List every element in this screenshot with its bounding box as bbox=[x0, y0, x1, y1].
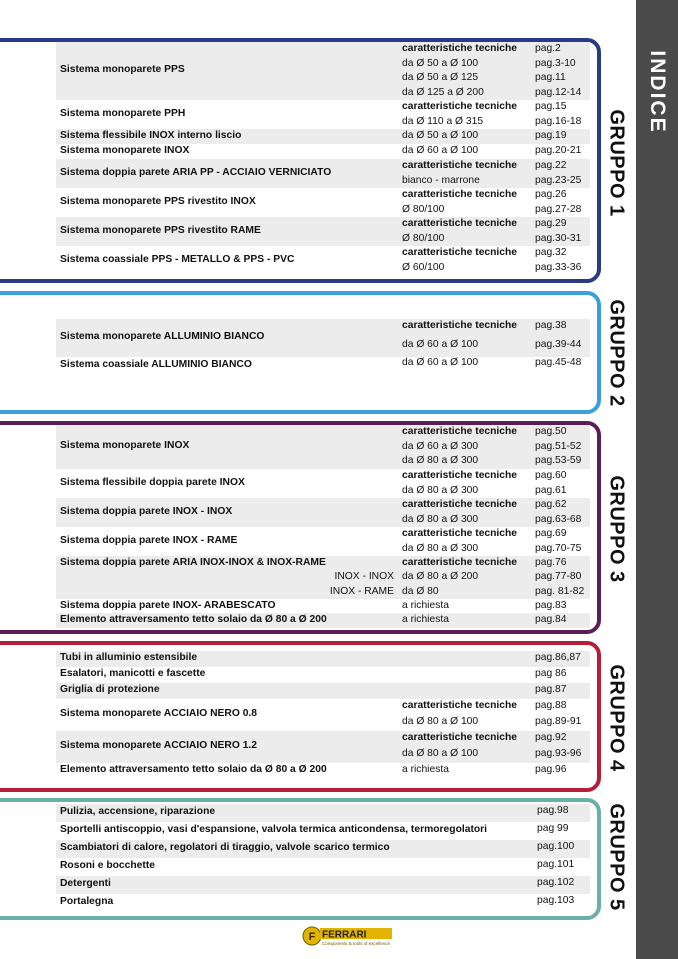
entry-page: pag.11 bbox=[535, 72, 566, 83]
entry-spec: caratteristiche tecniche bbox=[402, 499, 518, 510]
group-label-3: GRUPPO 3 bbox=[605, 475, 628, 583]
entry-spec: caratteristiche tecniche bbox=[402, 528, 518, 539]
entry-page: pag.102 bbox=[537, 877, 575, 888]
entry-spec: da Ø 60 a Ø 100 bbox=[402, 145, 479, 157]
svg-text:F: F bbox=[308, 931, 316, 943]
entry-page: pag.27-28 bbox=[535, 203, 582, 215]
entry-page: pag.29 bbox=[535, 218, 567, 229]
entry-page: pag.83 bbox=[535, 600, 567, 612]
entry-page: pag. 81-82 bbox=[535, 585, 585, 597]
entry-name: Sistema monoparete PPS rivestito INOX bbox=[60, 195, 256, 207]
entry-name: Sistema monoparete PPS bbox=[60, 64, 185, 75]
entry-page: pag.51-52 bbox=[535, 440, 582, 452]
entry-spec: da Ø 80 a Ø 300 bbox=[402, 513, 479, 525]
entry-page: pag.61 bbox=[535, 484, 567, 496]
table-row bbox=[56, 804, 590, 822]
sidebar bbox=[636, 0, 678, 959]
table-row bbox=[56, 699, 590, 731]
entry-page: pag.50 bbox=[535, 426, 567, 438]
entry-name: Sistema monoparete ACCIAIO NERO 1.2 bbox=[60, 740, 258, 751]
table-row bbox=[56, 246, 590, 275]
entry-page: pag.20-21 bbox=[535, 145, 582, 157]
entry-spec: Ø 80/100 bbox=[402, 203, 445, 215]
entry-spec: da Ø 50 a Ø 100 bbox=[402, 57, 479, 69]
entry-spec: caratteristiche tecniche bbox=[402, 43, 518, 54]
table-row bbox=[56, 217, 590, 246]
entry-spec: da Ø 80 a Ø 300 bbox=[402, 455, 479, 467]
entry-page: pag.26 bbox=[535, 189, 567, 200]
table-row bbox=[56, 357, 590, 374]
entry-name: Griglia di protezione bbox=[60, 684, 160, 695]
entry-page: pag.76 bbox=[535, 556, 567, 568]
table-row bbox=[56, 144, 590, 159]
entry-spec: caratteristiche tecniche bbox=[402, 189, 518, 200]
group-label-5: GRUPPO 5 bbox=[605, 803, 628, 911]
group-label-2: GRUPPO 2 bbox=[605, 299, 628, 407]
entry-page: pag.92 bbox=[535, 732, 567, 743]
entry-spec: Ø 60/100 bbox=[402, 261, 445, 273]
entry-name: Sistema doppia parete INOX - INOX bbox=[60, 505, 233, 517]
entry-spec: da Ø 60 a Ø 100 bbox=[402, 339, 479, 350]
table-row bbox=[56, 498, 590, 527]
entry-page: pag 99 bbox=[537, 823, 569, 834]
entry-name: Sistema coassiale ALLUMINIO BIANCO bbox=[60, 358, 252, 370]
entry-page: pag.96 bbox=[535, 764, 567, 775]
group-label-4: GRUPPO 4 bbox=[605, 664, 628, 772]
entry-name: Sistema coassiale PPS - METALLO & PPS - PVC bbox=[60, 253, 295, 265]
table-row bbox=[56, 876, 590, 894]
entry-name: Sistema doppia parete ARIA PP - ACCIAIO VERNICIATO bbox=[60, 166, 332, 178]
entry-page: pag.70-75 bbox=[535, 542, 582, 554]
entry-name: Sistema monoparete INOX bbox=[60, 440, 190, 451]
entry-page: pag.103 bbox=[537, 895, 575, 906]
entry-spec: a richiesta bbox=[402, 764, 449, 775]
table-row bbox=[56, 159, 590, 188]
entry-spec: da Ø 110 a Ø 315 bbox=[402, 115, 484, 127]
entry-name: Pulizia, accensione, riparazione bbox=[60, 806, 216, 817]
entry-page: pag.86,87 bbox=[535, 652, 581, 663]
entry-page: pag.62 bbox=[535, 499, 567, 510]
entry-name: Esalatori, manicotti e fascette bbox=[60, 668, 206, 679]
entry-name: Elemento attraversamento tetto solaio da Ø 80 a Ø 200 bbox=[60, 764, 327, 775]
entry-spec: caratteristiche tecniche bbox=[402, 426, 518, 438]
entry-page: pag.98 bbox=[537, 805, 569, 816]
sidebar-title: INDICE bbox=[646, 50, 669, 134]
entry-spec: da Ø 80 a Ø 300 bbox=[402, 484, 479, 496]
entry-page: pag.77-80 bbox=[535, 571, 582, 583]
group-label-1: GRUPPO 1 bbox=[605, 109, 628, 217]
entry-spec: caratteristiche tecniche bbox=[402, 556, 518, 568]
table-row bbox=[56, 527, 590, 556]
entry-spec: caratteristiche tecniche bbox=[402, 101, 518, 112]
entry-spec: caratteristiche tecniche bbox=[402, 160, 518, 171]
table-row bbox=[56, 319, 590, 357]
entry-page: pag.22 bbox=[535, 160, 567, 171]
entry-name: Portalegna bbox=[60, 896, 114, 907]
logo-text: FERRARI bbox=[322, 929, 367, 941]
entry-spec: caratteristiche tecniche bbox=[402, 320, 518, 331]
entry-spec: a richiesta bbox=[402, 600, 449, 612]
entry-name: Sistema flessibile doppia parete INOX bbox=[60, 476, 245, 488]
entry-page: pag.53-59 bbox=[535, 455, 582, 467]
table-row bbox=[56, 469, 590, 498]
entry-name: Sistema flessibile INOX interno liscio bbox=[60, 129, 242, 141]
entry-page: pag.33-36 bbox=[535, 261, 582, 273]
entry-spec: da Ø 80 a Ø 200 bbox=[402, 571, 479, 583]
entry-page: pag.88 bbox=[535, 700, 567, 711]
entry-name: Sistema monoparete ALLUMINIO BIANCO bbox=[60, 331, 265, 342]
entry-page: pag.63-68 bbox=[535, 513, 582, 525]
entry-spec: da Ø 60 a Ø 100 bbox=[402, 357, 479, 368]
entry-page: pag.87 bbox=[535, 684, 567, 695]
entry-name: Sistema monoparete ACCIAIO NERO 0.8 bbox=[60, 708, 258, 719]
entry-page: pag.16-18 bbox=[535, 115, 582, 127]
entry-page: pag 86 bbox=[535, 668, 567, 679]
table-row bbox=[56, 599, 590, 614]
entry-page: pag.19 bbox=[535, 130, 567, 142]
entry-name: Detergenti bbox=[60, 878, 111, 889]
entry-name: Sistema monoparete INOX bbox=[60, 144, 190, 156]
entry-spec: caratteristiche tecniche bbox=[402, 218, 518, 229]
entry-spec: Ø 80/100 bbox=[402, 232, 445, 244]
table-row bbox=[56, 667, 590, 683]
logo-subtext: Components & tools of excellence bbox=[322, 941, 391, 946]
entry-name: Sistema doppia parete INOX- ARABESCATO bbox=[60, 599, 276, 611]
entry-page: pag.15 bbox=[535, 101, 567, 112]
entry-page: pag.2 bbox=[535, 43, 561, 54]
entry-spec: caratteristiche tecniche bbox=[402, 700, 518, 711]
table-row bbox=[56, 556, 590, 599]
entry-spec: caratteristiche tecniche bbox=[402, 470, 518, 481]
entry-spec: da Ø 80 a Ø 100 bbox=[402, 716, 479, 727]
ferrari-logo bbox=[300, 925, 394, 947]
entry-page: pag.101 bbox=[537, 859, 575, 870]
entry-page: pag.30-31 bbox=[535, 232, 582, 244]
table-row bbox=[56, 763, 590, 779]
entry-page: pag.38 bbox=[535, 320, 567, 331]
entry-spec: da Ø 60 a Ø 300 bbox=[402, 440, 479, 452]
entry-spec: caratteristiche tecniche bbox=[402, 732, 518, 743]
table-row bbox=[56, 188, 590, 217]
entry-name: Tubi in alluminio estensibile bbox=[60, 652, 198, 663]
entry-spec: caratteristiche tecniche bbox=[402, 247, 518, 258]
table-row bbox=[56, 894, 590, 912]
entry-page: pag.93-96 bbox=[535, 748, 582, 759]
entry-spec: a richiesta bbox=[402, 614, 449, 626]
entry-name: Sistema doppia parete INOX - RAME bbox=[60, 534, 238, 546]
entry-spec: bianco - marrone bbox=[402, 174, 480, 186]
entry-page: pag.39-44 bbox=[535, 339, 582, 350]
entry-subtype: INOX - RAME bbox=[329, 585, 394, 597]
entry-spec: da Ø 80 bbox=[402, 585, 439, 597]
table-row bbox=[56, 822, 590, 840]
entry-spec: da Ø 80 a Ø 300 bbox=[402, 542, 479, 554]
entry-page: pag.23-25 bbox=[535, 174, 582, 186]
entry-page: pag.89-91 bbox=[535, 716, 582, 727]
table-row bbox=[56, 425, 590, 469]
entry-page: pag.3-10 bbox=[535, 57, 576, 69]
table-row bbox=[56, 100, 590, 129]
entry-spec: da Ø 50 a Ø 100 bbox=[402, 130, 479, 142]
entry-name: Rosoni e bocchette bbox=[60, 860, 155, 871]
table-row bbox=[56, 840, 590, 858]
entry-name: Sistema doppia parete ARIA INOX-INOX & INOX-RAME bbox=[60, 557, 326, 568]
entry-name: Sportelli antiscoppio, vasi d'espansione, valvola termica anticondensa, termoregolatori bbox=[60, 824, 488, 835]
table-row bbox=[56, 651, 590, 667]
entry-name: Elemento attraversamento tetto solaio da Ø 80 a Ø 200 bbox=[60, 613, 327, 625]
table-row bbox=[56, 129, 590, 144]
entry-spec: da Ø 80 a Ø 100 bbox=[402, 748, 479, 759]
entry-page: pag.12-14 bbox=[535, 86, 582, 98]
entry-page: pag.84 bbox=[535, 614, 567, 626]
entry-subtype: INOX - INOX bbox=[334, 571, 394, 583]
table-row bbox=[56, 613, 590, 628]
entry-name: Scambiatori di calore, regolatori di tiraggio, valvole scarico termico bbox=[60, 842, 390, 853]
entry-spec: da Ø 125 a Ø 200 bbox=[402, 86, 484, 98]
entry-page: pag.45-48 bbox=[535, 357, 582, 368]
table-row bbox=[56, 858, 590, 876]
entry-name: Sistema monoparete PPH bbox=[60, 107, 186, 119]
entry-name: Sistema monoparete PPS rivestito RAME bbox=[60, 224, 261, 236]
entry-spec: da Ø 50 a Ø 125 bbox=[402, 72, 479, 83]
entry-page: pag.32 bbox=[535, 247, 567, 258]
entry-page: pag.100 bbox=[537, 841, 575, 852]
entry-page: pag.60 bbox=[535, 470, 567, 481]
entry-page: pag.69 bbox=[535, 528, 567, 539]
table-row bbox=[56, 42, 590, 100]
table-row bbox=[56, 683, 590, 699]
table-row bbox=[56, 731, 590, 763]
